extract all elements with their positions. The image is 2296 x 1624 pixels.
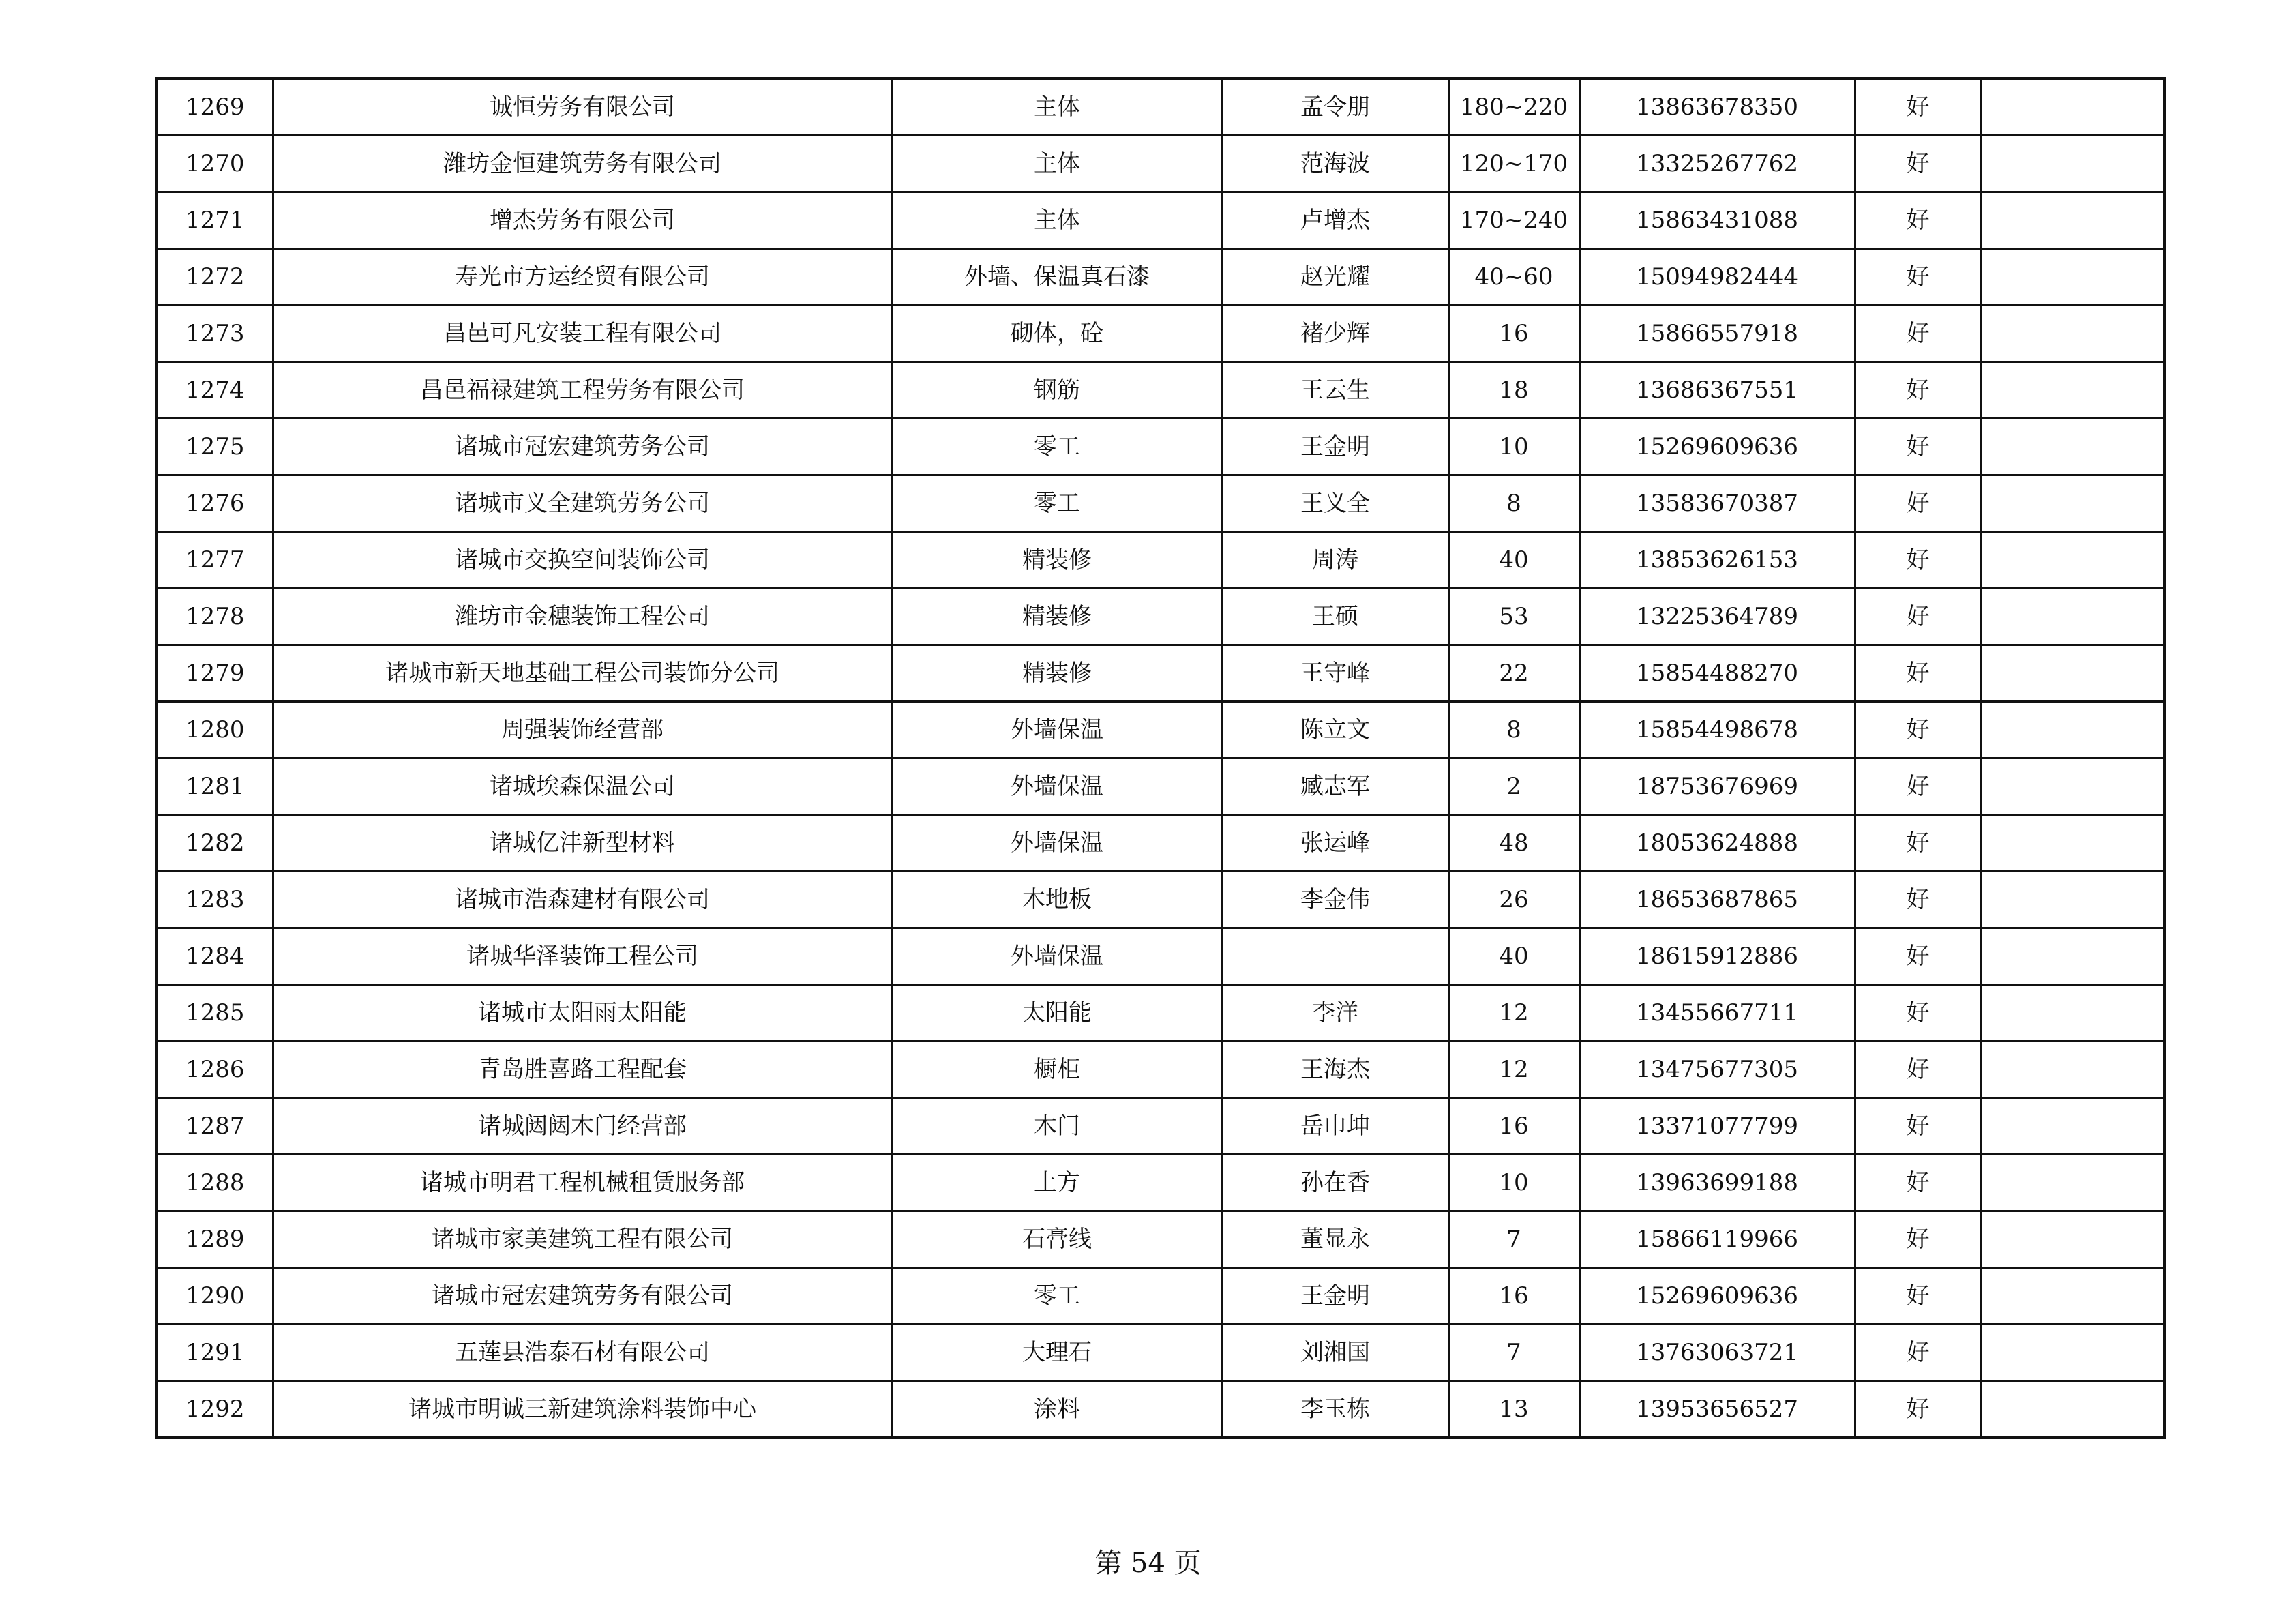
table-row xyxy=(157,702,2164,758)
phone-number-cell: 15854488270 xyxy=(1579,645,1855,702)
worker-count-cell: 40 xyxy=(1448,532,1579,589)
worker-count-cell: 12 xyxy=(1448,1042,1579,1098)
company-name-cell: 诸城市冠宏建筑劳务公司 xyxy=(273,419,892,475)
row-number-cell: 1273 xyxy=(157,306,273,362)
company-name-cell: 诸城亿沣新型材料 xyxy=(273,815,892,872)
remark-cell xyxy=(1981,1042,2164,1098)
table-row xyxy=(157,645,2164,702)
phone-number-cell: 13963699188 xyxy=(1579,1155,1855,1211)
table-row xyxy=(157,306,2164,362)
work-type-cell: 石膏线 xyxy=(892,1211,1222,1268)
rating-cell: 好 xyxy=(1855,419,1981,475)
remark-cell xyxy=(1981,78,2164,136)
row-number-cell: 1281 xyxy=(157,758,273,815)
contact-person-cell: 孟令朋 xyxy=(1222,78,1448,136)
table-row xyxy=(157,192,2164,249)
remark-cell xyxy=(1981,475,2164,532)
table-row xyxy=(157,1155,2164,1211)
contractor-table xyxy=(155,77,2166,1439)
phone-number-cell: 13455667711 xyxy=(1579,985,1855,1042)
phone-number-cell: 15854498678 xyxy=(1579,702,1855,758)
row-number-cell: 1287 xyxy=(157,1098,273,1155)
contact-person-cell: 刘湘国 xyxy=(1222,1325,1448,1381)
work-type-cell: 精装修 xyxy=(892,645,1222,702)
work-type-cell: 太阳能 xyxy=(892,985,1222,1042)
rating-cell: 好 xyxy=(1855,872,1981,928)
worker-count-cell: 40 xyxy=(1448,928,1579,985)
work-type-cell: 钢筋 xyxy=(892,362,1222,419)
company-name-cell: 增杰劳务有限公司 xyxy=(273,192,892,249)
remark-cell xyxy=(1981,758,2164,815)
phone-number-cell: 15863431088 xyxy=(1579,192,1855,249)
row-number-cell: 1280 xyxy=(157,702,273,758)
contact-person-cell: 褚少辉 xyxy=(1222,306,1448,362)
work-type-cell: 外墙保温 xyxy=(892,815,1222,872)
contact-person-cell: 范海波 xyxy=(1222,136,1448,192)
rating-cell: 好 xyxy=(1855,475,1981,532)
table-row xyxy=(157,1098,2164,1155)
rating-cell: 好 xyxy=(1855,306,1981,362)
rating-cell: 好 xyxy=(1855,362,1981,419)
contact-person-cell: 赵光耀 xyxy=(1222,249,1448,306)
remark-cell xyxy=(1981,702,2164,758)
remark-cell xyxy=(1981,1381,2164,1438)
remark-cell xyxy=(1981,985,2164,1042)
contact-person-cell: 臧志军 xyxy=(1222,758,1448,815)
row-number-cell: 1276 xyxy=(157,475,273,532)
work-type-cell: 主体 xyxy=(892,136,1222,192)
contact-person-cell: 王云生 xyxy=(1222,362,1448,419)
company-name-cell: 昌邑福禄建筑工程劳务有限公司 xyxy=(273,362,892,419)
worker-count-cell: 16 xyxy=(1448,1098,1579,1155)
worker-count-cell: 48 xyxy=(1448,815,1579,872)
remark-cell xyxy=(1981,928,2164,985)
row-number-cell: 1290 xyxy=(157,1268,273,1325)
phone-number-cell: 13863678350 xyxy=(1579,78,1855,136)
contact-person-cell: 张运峰 xyxy=(1222,815,1448,872)
work-type-cell: 零工 xyxy=(892,475,1222,532)
remark-cell xyxy=(1981,192,2164,249)
work-type-cell: 外墙保温 xyxy=(892,702,1222,758)
company-name-cell: 昌邑可凡安装工程有限公司 xyxy=(273,306,892,362)
remark-cell xyxy=(1981,419,2164,475)
phone-number-cell: 15866557918 xyxy=(1579,306,1855,362)
table-row xyxy=(157,419,2164,475)
company-name-cell: 青岛胜喜路工程配套 xyxy=(273,1042,892,1098)
phone-number-cell: 13763063721 xyxy=(1579,1325,1855,1381)
company-name-cell: 潍坊市金穗装饰工程公司 xyxy=(273,589,892,645)
contact-person-cell: 王海杰 xyxy=(1222,1042,1448,1098)
contact-person-cell: 王金明 xyxy=(1222,1268,1448,1325)
worker-count-cell: 13 xyxy=(1448,1381,1579,1438)
phone-number-cell: 13371077799 xyxy=(1579,1098,1855,1155)
company-name-cell: 诸城华泽装饰工程公司 xyxy=(273,928,892,985)
company-name-cell: 诸城市太阳雨太阳能 xyxy=(273,985,892,1042)
rating-cell: 好 xyxy=(1855,1042,1981,1098)
phone-number-cell: 18053624888 xyxy=(1579,815,1855,872)
work-type-cell: 砌体，砼 xyxy=(892,306,1222,362)
remark-cell xyxy=(1981,362,2164,419)
remark-cell xyxy=(1981,645,2164,702)
company-name-cell: 诸城市浩森建材有限公司 xyxy=(273,872,892,928)
remark-cell xyxy=(1981,532,2164,589)
worker-count-cell: 22 xyxy=(1448,645,1579,702)
table-row xyxy=(157,758,2164,815)
contact-person-cell: 李洋 xyxy=(1222,985,1448,1042)
rating-cell: 好 xyxy=(1855,1098,1981,1155)
company-name-cell: 诸城市冠宏建筑劳务有限公司 xyxy=(273,1268,892,1325)
table-row xyxy=(157,815,2164,872)
contact-person-cell: 卢增杰 xyxy=(1222,192,1448,249)
table-row xyxy=(157,1211,2164,1268)
company-name-cell: 诸城市明君工程机械租赁服务部 xyxy=(273,1155,892,1211)
contact-person-cell: 周涛 xyxy=(1222,532,1448,589)
rating-cell: 好 xyxy=(1855,702,1981,758)
company-name-cell: 周强装饰经营部 xyxy=(273,702,892,758)
worker-count-cell: 8 xyxy=(1448,702,1579,758)
contact-person-cell: 孙在香 xyxy=(1222,1155,1448,1211)
company-name-cell: 诚恒劳务有限公司 xyxy=(273,78,892,136)
phone-number-cell: 15866119966 xyxy=(1579,1211,1855,1268)
work-type-cell: 木地板 xyxy=(892,872,1222,928)
contact-person-cell: 岳巾坤 xyxy=(1222,1098,1448,1155)
row-number-cell: 1271 xyxy=(157,192,273,249)
table-body xyxy=(157,78,2164,1438)
rating-cell: 好 xyxy=(1855,645,1981,702)
contact-person-cell: 董显永 xyxy=(1222,1211,1448,1268)
rating-cell: 好 xyxy=(1855,249,1981,306)
company-name-cell: 诸城市明诚三新建筑涂料装饰中心 xyxy=(273,1381,892,1438)
row-number-cell: 1275 xyxy=(157,419,273,475)
phone-number-cell: 13225364789 xyxy=(1579,589,1855,645)
row-number-cell: 1285 xyxy=(157,985,273,1042)
row-number-cell: 1284 xyxy=(157,928,273,985)
worker-count-cell: 26 xyxy=(1448,872,1579,928)
rating-cell: 好 xyxy=(1855,1268,1981,1325)
contact-person-cell: 王硕 xyxy=(1222,589,1448,645)
remark-cell xyxy=(1981,1155,2164,1211)
table-row xyxy=(157,1325,2164,1381)
work-type-cell: 木门 xyxy=(892,1098,1222,1155)
work-type-cell: 零工 xyxy=(892,419,1222,475)
table-row xyxy=(157,1042,2164,1098)
remark-cell xyxy=(1981,136,2164,192)
worker-count-cell: 16 xyxy=(1448,1268,1579,1325)
phone-number-cell: 18615912886 xyxy=(1579,928,1855,985)
table-row xyxy=(157,872,2164,928)
worker-count-cell: 120~170 xyxy=(1448,136,1579,192)
remark-cell xyxy=(1981,589,2164,645)
row-number-cell: 1272 xyxy=(157,249,273,306)
worker-count-cell: 8 xyxy=(1448,475,1579,532)
row-number-cell: 1278 xyxy=(157,589,273,645)
worker-count-cell: 10 xyxy=(1448,1155,1579,1211)
remark-cell xyxy=(1981,1325,2164,1381)
row-number-cell: 1277 xyxy=(157,532,273,589)
worker-count-cell: 170~240 xyxy=(1448,192,1579,249)
remark-cell xyxy=(1981,1211,2164,1268)
row-number-cell: 1288 xyxy=(157,1155,273,1211)
company-name-cell: 诸城市新天地基础工程公司装饰分公司 xyxy=(273,645,892,702)
rating-cell: 好 xyxy=(1855,136,1981,192)
work-type-cell: 主体 xyxy=(892,78,1222,136)
phone-number-cell: 13853626153 xyxy=(1579,532,1855,589)
work-type-cell: 外墙、保温真石漆 xyxy=(892,249,1222,306)
company-name-cell: 五莲县浩泰石材有限公司 xyxy=(273,1325,892,1381)
row-number-cell: 1270 xyxy=(157,136,273,192)
contact-person-cell: 陈立文 xyxy=(1222,702,1448,758)
company-name-cell: 诸城市义全建筑劳务公司 xyxy=(273,475,892,532)
row-number-cell: 1283 xyxy=(157,872,273,928)
row-number-cell: 1282 xyxy=(157,815,273,872)
company-name-cell: 诸城市交换空间装饰公司 xyxy=(273,532,892,589)
worker-count-cell: 40~60 xyxy=(1448,249,1579,306)
row-number-cell: 1279 xyxy=(157,645,273,702)
table-row xyxy=(157,1381,2164,1438)
phone-number-cell: 13583670387 xyxy=(1579,475,1855,532)
work-type-cell: 外墙保温 xyxy=(892,928,1222,985)
work-type-cell: 精装修 xyxy=(892,589,1222,645)
remark-cell xyxy=(1981,1268,2164,1325)
phone-number-cell: 13325267762 xyxy=(1579,136,1855,192)
row-number-cell: 1274 xyxy=(157,362,273,419)
contact-person-cell: 李玉栋 xyxy=(1222,1381,1448,1438)
table-row xyxy=(157,249,2164,306)
phone-number-cell: 15269609636 xyxy=(1579,1268,1855,1325)
worker-count-cell: 12 xyxy=(1448,985,1579,1042)
rating-cell: 好 xyxy=(1855,985,1981,1042)
row-number-cell: 1289 xyxy=(157,1211,273,1268)
phone-number-cell: 13953656527 xyxy=(1579,1381,1855,1438)
contact-person-cell xyxy=(1222,928,1448,985)
worker-count-cell: 18 xyxy=(1448,362,1579,419)
table-row xyxy=(157,475,2164,532)
rating-cell: 好 xyxy=(1855,758,1981,815)
company-name-cell: 寿光市方运经贸有限公司 xyxy=(273,249,892,306)
rating-cell: 好 xyxy=(1855,532,1981,589)
remark-cell xyxy=(1981,249,2164,306)
table-row xyxy=(157,362,2164,419)
worker-count-cell: 180~220 xyxy=(1448,78,1579,136)
work-type-cell: 外墙保温 xyxy=(892,758,1222,815)
row-number-cell: 1286 xyxy=(157,1042,273,1098)
row-number-cell: 1269 xyxy=(157,78,273,136)
page-number: 第 54 页 xyxy=(1094,1548,1202,1579)
rating-cell: 好 xyxy=(1855,928,1981,985)
row-number-cell: 1292 xyxy=(157,1381,273,1438)
work-type-cell: 零工 xyxy=(892,1268,1222,1325)
work-type-cell: 土方 xyxy=(892,1155,1222,1211)
rating-cell: 好 xyxy=(1855,78,1981,136)
contact-person-cell: 王义全 xyxy=(1222,475,1448,532)
rating-cell: 好 xyxy=(1855,815,1981,872)
rating-cell: 好 xyxy=(1855,1211,1981,1268)
worker-count-cell: 16 xyxy=(1448,306,1579,362)
table-row xyxy=(157,532,2164,589)
table-row xyxy=(157,928,2164,985)
rating-cell: 好 xyxy=(1855,1155,1981,1211)
phone-number-cell: 18753676969 xyxy=(1579,758,1855,815)
contact-person-cell: 王金明 xyxy=(1222,419,1448,475)
phone-number-cell: 15269609636 xyxy=(1579,419,1855,475)
worker-count-cell: 53 xyxy=(1448,589,1579,645)
remark-cell xyxy=(1981,1098,2164,1155)
worker-count-cell: 2 xyxy=(1448,758,1579,815)
table-row xyxy=(157,589,2164,645)
remark-cell xyxy=(1981,306,2164,362)
worker-count-cell: 7 xyxy=(1448,1325,1579,1381)
work-type-cell: 涂料 xyxy=(892,1381,1222,1438)
row-number-cell: 1291 xyxy=(157,1325,273,1381)
company-name-cell: 诸城市家美建筑工程有限公司 xyxy=(273,1211,892,1268)
phone-number-cell: 13686367551 xyxy=(1579,362,1855,419)
worker-count-cell: 10 xyxy=(1448,419,1579,475)
company-name-cell: 诸城埃森保温公司 xyxy=(273,758,892,815)
phone-number-cell: 15094982444 xyxy=(1579,249,1855,306)
phone-number-cell: 13475677305 xyxy=(1579,1042,1855,1098)
table-row xyxy=(157,1268,2164,1325)
company-name-cell: 诸城闼闼木门经营部 xyxy=(273,1098,892,1155)
table-row xyxy=(157,136,2164,192)
table-row xyxy=(157,985,2164,1042)
rating-cell: 好 xyxy=(1855,1381,1981,1438)
table-row xyxy=(157,78,2164,136)
phone-number-cell: 18653687865 xyxy=(1579,872,1855,928)
work-type-cell: 大理石 xyxy=(892,1325,1222,1381)
work-type-cell: 主体 xyxy=(892,192,1222,249)
remark-cell xyxy=(1981,872,2164,928)
rating-cell: 好 xyxy=(1855,192,1981,249)
work-type-cell: 橱柜 xyxy=(892,1042,1222,1098)
contact-person-cell: 王守峰 xyxy=(1222,645,1448,702)
rating-cell: 好 xyxy=(1855,589,1981,645)
work-type-cell: 精装修 xyxy=(892,532,1222,589)
remark-cell xyxy=(1981,815,2164,872)
worker-count-cell: 7 xyxy=(1448,1211,1579,1268)
contact-person-cell: 李金伟 xyxy=(1222,872,1448,928)
company-name-cell: 潍坊金恒建筑劳务有限公司 xyxy=(273,136,892,192)
rating-cell: 好 xyxy=(1855,1325,1981,1381)
